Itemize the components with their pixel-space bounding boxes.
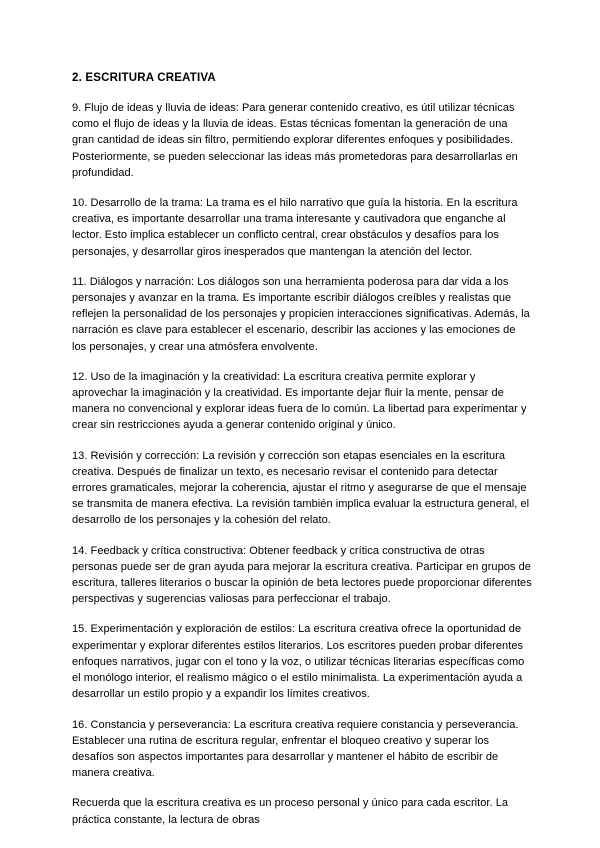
paragraph-9-idea-flow: 9. Flujo de ideas y lluvia de ideas: Para generar contenido creativo, es útil utilizar técnicas como el flujo de ideas y la lluvia de ideas. Estas técnicas fomentan la generación de una gran cantidad de ideas sin filtro, permitiendo explorar diferentes enfoques y posibilidades. Posteriormente, se pueden seleccionar las ideas más prometedoras para desarrollarlas en profundidad. bbox=[72, 102, 518, 179]
closing-paragraph: Recuerda que la escritura creativa es un proceso personal y único para cada escritor. La práctica constante, la lectura de obras bbox=[72, 797, 509, 826]
paragraph-10-plot-development: 10. Desarrollo de la trama: La trama es el hilo narrativo que guía la historia. En la escritura creativa, es importante desarrollar una trama interesante y cautivadora que enganche al lector. Esto implica establecer un conflicto central, crear obstáculos y desafíos para los personajes, y desarrollar giros inesperados que mantengan la atención del lector. bbox=[72, 197, 518, 258]
paragraph-15-experimentation: 15. Experimentación y exploración de estilos: La escritura creativa ofrece la oportunidad de experimentar y explorar diferentes estilos literarios. Los escritores pueden probar diferentes enfoques narrativos, jugar con el tono y la voz, o utilizar técnicas literarias específicas como el monólogo interior, el realismo mágico o el estilo minimalista. La experimentación ayuda a desarrollar un estilo propio y a expandir los límites creativos. bbox=[72, 623, 525, 701]
document-body bbox=[72, 70, 532, 842]
paragraph-13-revision: 13. Revisión y corrección: La revisión y corrección son etapas esenciales en la escritura creativa. Después de finalizar un texto, es necesario revisar el contenido para detectar errores gramaticales, mejorar la coherencia, ajustar el ritmo y asegurarse de que el mensaje se transmita de manera efectiva. La revisión también implica evaluar la estructura general, el desarrollo de los personajes y la cohesión del relato. bbox=[72, 449, 530, 527]
section-heading: 2. ESCRITURA CREATIVA bbox=[72, 72, 216, 84]
paragraph-12-imagination: 12. Uso de la imaginación y la creatividad: La escritura creativa permite explorar y aprovechar la imaginación y la creatividad. Es importante dejar fluir la mente, pensar de manera no convencional y explorar ideas fuera de lo común. La libertad para experimentar y crear sin restricciones ayuda a generar contenido original y único. bbox=[72, 370, 527, 432]
paragraph-14-feedback: 14. Feedback y crítica constructiva: Obtener feedback y crítica constructiva de otras personas puede ser de gran ayuda para mejorar la escritura creativa. Participar en grupos de escritura, talleres literarios o buscar la opinión de beta lectores puede proporcionar diferentes perspectivas y sugerencias valiosas para perfeccionar el trabajo. bbox=[72, 544, 532, 606]
paragraph-16-perseverance: 16. Constancia y perseverancia: La escritura creativa requiere constancia y perseverancia. Establecer una rutina de escritura regular, enfrentar el bloqueo creativo y superar los desafíos son aspectos importantes para desarrollar y mantener el hábito de escribir de manera creativa. bbox=[72, 718, 519, 780]
paragraph-11-dialogue-narration: 11. Diálogos y narración: Los diálogos son una herramienta poderosa para dar vida a los personajes y avanzar en la trama. Es importante escribir diálogos creíbles y realistas que reflejen la personalidad de los personajes y propicien interacciones significativas. Además, la narración es clave para establecer el escenario, describir las acciones y las emociones de los personajes, y crear una atmósfera envolvente. bbox=[72, 275, 530, 353]
